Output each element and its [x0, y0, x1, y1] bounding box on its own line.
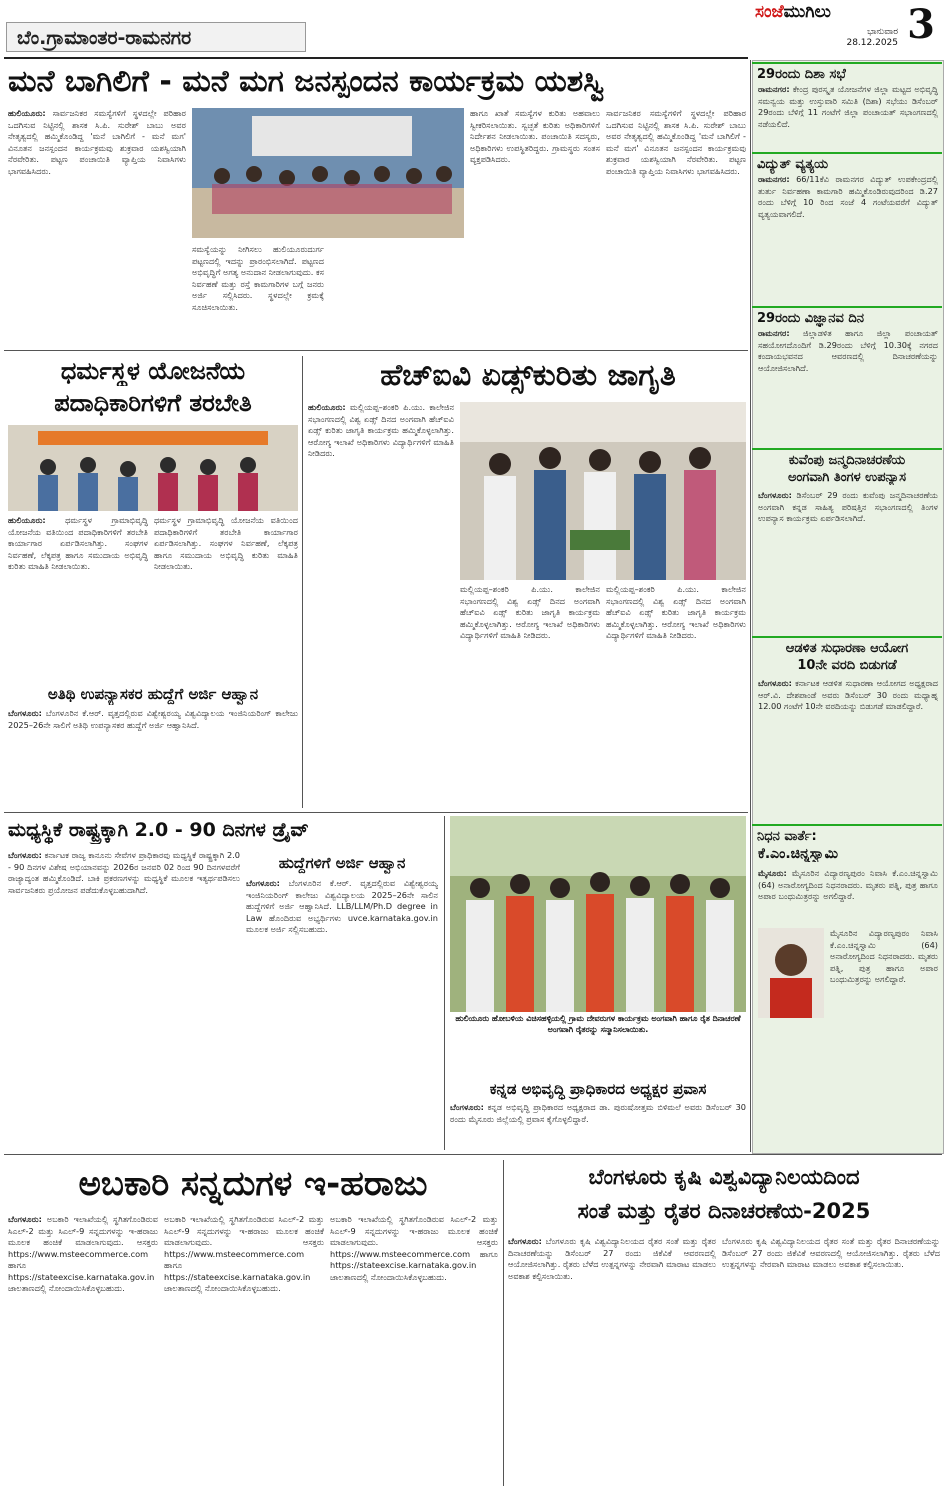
excise-body-col2: ಅಬಕಾರಿ ಇಲಾಖೆಯಲ್ಲಿ ಸ್ಥಗಿತಗೊಂಡಿರುವ ಸಿಎಲ್-2 ಮತ್ತು ಸಿಎಲ್-9 ಸನ್ನದುಗಳನ್ನು ಇ-ಹರಾಜು ಮೂಲಕ ಹಂಚಿಕೆ ಮಾಡಲಾಗುವುದು. ಆಸಕ್ತರು https://www.msteecommerce.com ಹಾಗೂ https://stateexcise.karnataka.gov.in ಜಾಲತಾಣದಲ್ಲಿ ನೋಂದಾಯಿಸಿಕೊಳ್ಳಬಹುದು.: [164, 1214, 324, 1293]
hiv-photo: [460, 402, 746, 580]
issue-date: 28.12.2025: [846, 38, 898, 48]
dharmasthala-photo-image: [8, 425, 298, 511]
legal-drive-body: ಬೆಂಗಳೂರು: ಕರ್ನಾಟಕ ರಾಜ್ಯ ಕಾನೂನು ಸೇವೆಗಳ ಪ್ರಾಧಿಕಾರವು ಮಧ್ಯಸ್ಥಿಕೆ ರಾಷ್ಟ್ರಕ್ಕಾಗಿ 2.0 - 90 ದಿನಗಳ ವಿಶೇಷ ಅಭಿಯಾನವನ್ನು 2026ರ ಜನವರಿ 02 ರಿಂದ 90 ದಿನಗಳವರೆಗೆ ರಾಜ್ಯಾದ್ಯಂತ ಹಮ್ಮಿಕೊಂಡಿದೆ. ಬಾಕಿ ಪ್ರಕರಣಗಳನ್ನು ಮಧ್ಯಸ್ಥಿಕೆ ಮೂಲಕ ಇತ್ಯರ್ಥಪಡಿಸಲು ಸಾರ್ವಜನಿಕರು ಪ್ರಯೋಜನ ಪಡೆದುಕೊಳ್ಳಬಹುದಾಗಿದೆ.: [8, 850, 240, 895]
section-tag: ಬೆಂ.ಗ್ರಾಮಾಂತರ-ರಾಮನಗರ: [6, 22, 306, 52]
lead-body-col2: ಸಮಸ್ಯೆಯನ್ನು ನೀಗಿಸಲು ಹುಲಿಯೂರುದುರ್ಗ ಪಟ್ಟಣದಲ್ಲಿ ಇದನ್ನು ಪ್ರಾರಂಭಿಸಲಾಗಿದೆ. ಪಟ್ಟಣದ ಅಭಿವೃದ್ಧಿಗೆ ಅಗತ್ಯ ಅನುದಾನ ನೀಡಲಾಗುವುದು. ಕಸ ನಿರ್ವಹಣೆ ಮತ್ತು ರಸ್ತೆ ಕಾಮಗಾರಿಗಳ ಬಗ್ಗೆ ಜನರು ಅರ್ಜಿ ಸಲ್ಲಿಸಿದರು. ಸ್ಥಳದಲ್ಲೇ ಕ್ರಮಕ್ಕೆ ಸೂಚಿಸಲಾಯಿತು.: [192, 244, 324, 312]
guest-lecturer-headline: ಅತಿಥಿ ಉಪನ್ಯಾಸಕರ ಹುದ್ದೆಗೆ ಅರ್ಜಿ ಆಹ್ವಾನ: [47, 685, 259, 703]
obit-body-cont: ಮೈಸೂರಿನ ವಿದ್ಯಾರಣ್ಯಪುರಂ ನಿವಾಸಿ ಕೆ.ಎಂ.ಚಿನ್ನಸ್ವಾಮಿ (64) ಅನಾರೋಗ್ಯದಿಂದ ನಿಧನರಾದರು. ಮೃತರು ಪತ್ನಿ, ಪುತ್ರ ಹಾಗೂ ಅಪಾರ ಬಂಧುಮಿತ್ರರನ್ನು ಅಗಲಿದ್ದಾರೆ.: [830, 928, 938, 984]
sidebar-item2-headline: ವಿದ್ಯುತ್ ವ್ಯತ್ಯಯ: [752, 152, 942, 175]
excise-body-col3: ಅಬಕಾರಿ ಇಲಾಖೆಯಲ್ಲಿ ಸ್ಥಗಿತಗೊಂಡಿರುವ ಸಿಎಲ್-2 ಮತ್ತು ಸಿಎಲ್-9 ಸನ್ನದುಗಳನ್ನು ಇ-ಹರಾಜು ಮೂಲಕ ಹಂಚಿಕೆ ಮಾಡಲಾಗುವುದು. ಆಸಕ್ತರು https://www.msteecommerce.com ಹಾಗೂ https://stateexcise.karnataka.gov.in ಜಾಲತಾಣದಲ್ಲಿ ನೋಂದಾಯಿಸಿಕೊಳ್ಳಬಹುದು.: [330, 1214, 498, 1282]
header-rule: [4, 57, 748, 59]
hiv-body-col2: ಮಲ್ಲಿಯಪ್ಪ–ಶಂಕರಿ ಪಿ.ಯು. ಕಾಲೇಜಿನ ಸಭಾಂಗಣದಲ್ಲಿ ವಿಶ್ವ ಏಡ್ಸ್ ದಿನದ ಅಂಗವಾಗಿ ಹೆಚ್‌ಐವಿ ಏಡ್ಸ್ ಕುರಿತು ಜಾಗೃತಿ ಕಾರ್ಯಕ್ರಮ ಹಮ್ಮಿಕೊಳ್ಳಲಾಗಿತ್ತು. ಆರೋಗ್ಯ ಇಲಾಖೆ ಅಧಿಕಾರಿಗಳು ವಿದ್ಯಾರ್ಥಿಗಳಿಗೆ ಮಾಹಿತಿ ನೀಡಿದರು.: [460, 584, 600, 640]
issue-day: ಭಾನುವಾರ: [867, 27, 898, 37]
kannada-authority-body: ಬೆಂಗಳೂರು: ಕನ್ನಡ ಅಭಿವೃದ್ಧಿ ಪ್ರಾಧಿಕಾರದ ಅಧ್ಯಕ್ಷರಾದ ಡಾ. ಪುರುಷೋತ್ತಮ ಬಿಳಿಮಲೆ ಅವರು ಡಿಸೆಂಬರ್ 30 ರಂದು ಮೈಸೂರು ಜಿಲ್ಲೆಯಲ್ಲಿ ಪ್ರವಾಸ ಕೈಗೊಳ್ಳಲಿದ್ದಾರೆ.: [450, 1102, 746, 1124]
agri-headline-line1: ಬೆಂಗಳೂರು ಕೃಷಿ ವಿಶ್ವವಿದ್ಯಾನಿಲಯದಿಂದ: [588, 1165, 860, 1189]
lead-dateline: ಹುಲಿಯೂರು:: [8, 108, 46, 118]
lead-body-col4: ಸಾರ್ವಜನಿಕರ ಸಮಸ್ಯೆಗಳಿಗೆ ಸ್ಥಳದಲ್ಲೇ ಪರಿಹಾರ ಒದಗಿಸುವ ನಿಟ್ಟಿನಲ್ಲಿ ಶಾಸಕ ಸಿ.ಪಿ. ಸುರೇಶ್ ಬಾಬು ಅವರ ನೇತೃತ್ವದಲ್ಲಿ ಹಮ್ಮಿಕೊಂಡಿದ್ದ 'ಮನೆ ಬಾಗಿಲಿಗೆ - ಮನೆ ಮಗ' ವಿನೂತನ ಜನಸ್ಪಂದನ ಕಾರ್ಯಕ್ರಮವು ಶುಕ್ರವಾರ ಯಶಸ್ವಿಯಾಗಿ ನೆರವೇರಿತು. ಪಟ್ಟಣ ಪಂಚಾಯಿತಿ ವ್ಯಾಪ್ತಿಯ ನಿವಾಸಿಗಳು ಭಾಗವಹಿಸಿದರು.: [606, 108, 746, 176]
obit-photo-image: [758, 928, 824, 1018]
divider: [503, 1160, 504, 1486]
lead-headline: ಮನೆ ಬಾಗಿಲಿಗೆ - ಮನೆ ಮಗ ಜನಸ್ಪಂದನ ಕಾರ್ಯಕ್ರಮ ಯಶಸ್ವಿ: [8, 64, 605, 99]
obit-name: ಕೆ.ಎಂ.ಚಿನ್ನಸ್ವಾಮಿ: [758, 846, 839, 862]
sidebar-item5-headline-line2: 10ನೇ ವರದಿ ಬಿಡುಗಡೆ: [797, 658, 897, 673]
obit-label: ನಿಧನ ವಾರ್ತೆ:: [752, 824, 942, 847]
law-posts-headline: ಹುದ್ದೆಗಳಿಗೆ ಅರ್ಜಿ ಆಹ್ವಾನ: [278, 854, 406, 872]
lead-body-col3: ಹಾಗೂ ಖಾತೆ ಸಮಸ್ಯೆಗಳ ಕುರಿತು ಅಹವಾಲು ಸ್ವೀಕರಿಸಲಾಯಿತು. ಸ್ವಚ್ಛತೆ ಕುರಿತು ಅಧಿಕಾರಿಗಳಿಗೆ ನಿರ್ದೇಶನ ನೀಡಲಾಯಿತು. ಪಂಚಾಯಿತಿ ಸದಸ್ಯರು, ಅಧಿಕಾರಿಗಳು ಉಪಸ್ಥಿತರಿದ್ದರು. ಗ್ರಾಮಸ್ಥರು ಸಂತಸ ವ್ಯಕ್ತಪಡಿಸಿದರು.: [470, 108, 600, 164]
hiv-body-col1: ಹುಲಿಯೂರು: ಮಲ್ಲಿಯಪ್ಪ–ಶಂಕರಿ ಪಿ.ಯು. ಕಾಲೇಜಿನ ಸಭಾಂಗಣದಲ್ಲಿ ವಿಶ್ವ ಏಡ್ಸ್ ದಿನದ ಅಂಗವಾಗಿ ಹೆಚ್‌ಐವಿ ಏಡ್ಸ್ ಕುರಿತು ಜಾಗೃತಿ ಕಾರ್ಯಕ್ರಮ ಹಮ್ಮಿಕೊಳ್ಳಲಾಗಿತ್ತು. ಆರೋಗ್ಯ ಇಲಾಖೆ ಅಧಿಕಾರಿಗಳು ವಿದ್ಯಾರ್ಥಿಗಳಿಗೆ ಮಾಹಿತಿ ನೀಡಿದರು.: [308, 402, 454, 458]
sidebar-item1-body: ರಾಮನಗರ: ಕೇಂದ್ರ ಪುರಸ್ಕೃತ ಯೋಜನೆಗಳ ಜಿಲ್ಲಾ ಮಟ್ಟದ ಅಭಿವೃದ್ಧಿ ಸಮನ್ವಯ ಮತ್ತು ಉಸ್ತುವಾರಿ ಸಮಿತಿ (ದಿಶಾ) ಸಭೆಯು ಡಿಸೆಂಬರ್ 29ರಂದು ಬೆಳಿಗ್ಗೆ 11 ಗಂಟೆಗೆ ಜಿಲ್ಲಾ ಪಂಚಾಯತ್ ಸಭಾಂಗಣದಲ್ಲಿ ನಡೆಯಲಿದೆ.: [758, 84, 938, 129]
obit-body: ಮೈಸೂರು: ಮೈಸೂರಿನ ವಿದ್ಯಾರಣ್ಯಪುರಂ ನಿವಾಸಿ ಕೆ.ಎಂ.ಚಿನ್ನಸ್ವಾಮಿ (64) ಅನಾರೋಗ್ಯದಿಂದ ನಿಧನರಾದರು. ಮೃತರು ಪತ್ನಿ, ಪುತ್ರ ಹಾಗೂ ಅಪಾರ ಬಂಧುಮಿತ್ರರನ್ನು ಅಗಲಿದ್ದಾರೆ.: [758, 868, 938, 901]
issue-meta: [792, 27, 898, 49]
farmers-photo: [450, 816, 746, 1012]
lead-photo-image: [192, 108, 464, 238]
sidebar-item3-headline: 29ರಂದು ವಿಜ್ಞಾನವ ದಿನ: [752, 306, 942, 329]
page-number: 3: [907, 1, 935, 48]
agri-headline-line2: ಸಂತೆ ಮತ್ತು ರೈತರ ದಿನಾಚರಣೆಯ-2025: [577, 1199, 871, 1223]
masthead: [755, 2, 905, 24]
dharmasthala-headline-line2: ಪದಾಧಿಕಾರಿಗಳಿಗೆ ತರಬೇತಿ: [54, 389, 252, 417]
divider: [302, 356, 303, 808]
divider: [750, 60, 751, 1152]
divider: [444, 816, 445, 1150]
hiv-headline: ಹೆಚ್‌ಐವಿ ಏಡ್ಸ್‌ಕುರಿತು ಜಾಗೃತಿ: [380, 358, 676, 393]
hiv-body-col3: ಮಲ್ಲಿಯಪ್ಪ–ಶಂಕರಿ ಪಿ.ಯು. ಕಾಲೇಜಿನ ಸಭಾಂಗಣದಲ್ಲಿ ವಿಶ್ವ ಏಡ್ಸ್ ದಿನದ ಅಂಗವಾಗಿ ಹೆಚ್‌ಐವಿ ಏಡ್ಸ್ ಕುರಿತು ಜಾಗೃತಿ ಕಾರ್ಯಕ್ರಮ ಹಮ್ಮಿಕೊಳ್ಳಲಾಗಿತ್ತು. ಆರೋಗ್ಯ ಇಲಾಖೆ ಅಧಿಕಾರಿಗಳು ವಿದ್ಯಾರ್ಥಿಗಳಿಗೆ ಮಾಹಿತಿ ನೀಡಿದರು.: [606, 584, 746, 640]
dharmasthala-headline-line1: ಧರ್ಮಸ್ಥಳ ಯೋಜನೆಯ: [60, 357, 246, 385]
sidebar-item2-body: ರಾಮನಗರ: 66/11ಕೆವಿ ರಾಮನಗರ ವಿದ್ಯುತ್ ಉಪಕೇಂದ್ರದಲ್ಲಿ ತುರ್ತು ನಿರ್ವಹಣಾ ಕಾಮಗಾರಿ ಹಮ್ಮಿಕೊಂಡಿರುವುದರಿಂದ ಡಿ.27 ರಂದು ಬೆಳಿಗ್ಗೆ 10 ರಿಂದ ಸಂಜೆ 4 ಗಂಟೆಯವರೆಗೆ ವಿದ್ಯುತ್ ವ್ಯತ್ಯಯವಾಗಲಿದೆ.: [758, 174, 938, 219]
agri-body-col2: ಬೆಂಗಳೂರು ಕೃಷಿ ವಿಶ್ವವಿದ್ಯಾನಿಲಯದ ರೈತರ ಸಂತೆ ಮತ್ತು ರೈತರ ದಿನಾಚರಣೆಯನ್ನು ಡಿಸೆಂಬರ್ 27 ರಂದು ಜಿಕೆವಿಕೆ ಆವರಣದಲ್ಲಿ ಆಯೋಜಿಸಲಾಗಿತ್ತು. ರೈತರು ಬೆಳೆದ ಉತ್ಪನ್ನಗಳನ್ನು ನೇರವಾಗಿ ಮಾರಾಟ ಮಾಡಲು ಅವಕಾಶ ಕಲ್ಪಿಸಲಾಯಿತು.: [722, 1236, 940, 1269]
excise-body-col1: ಬೆಂಗಳೂರು: ಅಬಕಾರಿ ಇಲಾಖೆಯಲ್ಲಿ ಸ್ಥಗಿತಗೊಂಡಿರುವ ಸಿಎಲ್-2 ಮತ್ತು ಸಿಎಲ್-9 ಸನ್ನದುಗಳನ್ನು ಇ-ಹರಾಜು ಮೂಲಕ ಹಂಚಿಕೆ ಮಾಡಲಾಗುವುದು. ಆಸಕ್ತರು https://www.msteecommerce.com ಹಾಗೂ https://stateexcise.karnataka.gov.in ಜಾಲತಾಣದಲ್ಲಿ ನೋಂದಾಯಿಸಿಕೊಳ್ಳಬಹುದು.: [8, 1214, 158, 1293]
sidebar-item4-headline-line1: ಕುವೆಂಪು ಜನ್ಮದಿನಾಚರಣೆಯ: [752, 448, 942, 471]
sidebar-item4-headline-line2: ಅಂಗವಾಗಿ ತಿಂಗಳ ಉಪನ್ಯಾಸ: [787, 470, 907, 485]
farmers-caption: ಹುಲಿಯೂರು ಹೋಬಳಿಯ ವಿಚಿಸಹಳ್ಳಿಯಲ್ಲಿ ಗ್ರಾಮ ದೇವರುಗಳ ಕಾರ್ಯಕ್ರಮ ಅಂಗವಾಗಿ ಹಾಗೂ ರೈತ ದಿನಾಚರಣೆ ಅಂಗವಾಗಿ ರೈತರನ್ನು ಸನ್ಮಾನಿಸಲಾಯಿತು.: [455, 1014, 741, 1034]
dharmasthala-body-col2: ಧರ್ಮಸ್ಥಳ ಗ್ರಾಮಾಭಿವೃದ್ಧಿ ಯೋಜನೆಯ ವತಿಯಿಂದ ಪದಾಧಿಕಾರಿಗಳಿಗೆ ತರಬೇತಿ ಕಾರ್ಯಾಗಾರ ಏರ್ಪಡಿಸಲಾಗಿತ್ತು. ಸಂಘಗಳ ನಿರ್ವಹಣೆ, ಲೆಕ್ಕಪತ್ರ ಹಾಗೂ ಸಮುದಾಯ ಅಭಿವೃದ್ಧಿ ಕುರಿತು ಮಾಹಿತಿ ನೀಡಲಾಯಿತು.: [154, 515, 298, 571]
sidebar-item3-body: ರಾಮನಗರ: ಜಿಲ್ಲಾಡಳಿತ ಹಾಗೂ ಜಿಲ್ಲಾ ಪಂಚಾಯತ್ ಸಹಯೋಗದೊಂದಿಗೆ ಡಿ.29ರಂದು ಬೆಳಿಗ್ಗೆ 10.30ಕ್ಕೆ ನಗರದ ಕಂದಾಯಭವನದ ಆವರಣದಲ್ಲಿ ದಿನಾಚರಣೆಯನ್ನು ಆಯೋಜಿಸಲಾಗಿದೆ.: [758, 328, 938, 373]
divider: [4, 1154, 942, 1155]
guest-lecturer-body: ಬೆಂಗಳೂರು: ಬೆಂಗಳೂರಿನ ಕೆ.ಆರ್. ವೃತ್ತದಲ್ಲಿರುವ ವಿಶ್ವೇಶ್ವರಯ್ಯ ವಿಶ್ವವಿದ್ಯಾಲಯ ಇಂಜಿನಿಯರಿಂಗ್ ಕಾಲೇಜು 2025–26ನೇ ಸಾಲಿಗೆ ಅತಿಥಿ ಉಪನ್ಯಾಸಕರ ಹುದ್ದೆಗೆ ಅರ್ಜಿ ಆಹ್ವಾನಿಸಿದೆ.: [8, 708, 298, 730]
lead-body-col1: ಹುಲಿಯೂರು: ಸಾರ್ವಜನಿಕರ ಸಮಸ್ಯೆಗಳಿಗೆ ಸ್ಥಳದಲ್ಲೇ ಪರಿಹಾರ ಒದಗಿಸುವ ನಿಟ್ಟಿನಲ್ಲಿ ಶಾಸಕ ಸಿ.ಪಿ. ಸುರೇಶ್ ಬಾಬು ಅವರ ನೇತೃತ್ವದಲ್ಲಿ ಹಮ್ಮಿಕೊಂಡಿದ್ದ 'ಮನೆ ಬಾಗಿಲಿಗೆ - ಮನೆ ಮಗ' ವಿನೂತನ ಜನಸ್ಪಂದನ ಕಾರ್ಯಕ್ರಮವು ಶುಕ್ರವಾರ ಯಶಸ್ವಿಯಾಗಿ ನೆರವೇರಿತು. ಪಟ್ಟಣ ಪಂಚಾಯಿತಿ ವ್ಯಾಪ್ತಿಯ ನಿವಾಸಿಗಳು ಭಾಗವಹಿಸಿದರು.: [8, 108, 186, 176]
law-posts-body: ಬೆಂಗಳೂರು: ಬೆಂಗಳೂರಿನ ಕೆ.ಆರ್. ವೃತ್ತದಲ್ಲಿರುವ ವಿಶ್ವೇಶ್ವರಯ್ಯ ಇಂಜಿನಿಯರಿಂಗ್ ಕಾಲೇಜು ವಿಶ್ವವಿದ್ಯಾಲಯ 2025–26ನೇ ಸಾಲಿನ ಹುದ್ದೆಗಳಿಗೆ ಅರ್ಜಿ ಆಹ್ವಾನಿಸಿದೆ. LLB/LLM/Ph.D degree in Law ಹೊಂದಿರುವ ಅಭ್ಯರ್ಥಿಗಳು uvce.karnataka.gov.in ಮೂಲಕ ಅರ್ಜಿ ಸಲ್ಲಿಸಬಹುದು.: [246, 878, 438, 934]
lead-photo: [192, 108, 464, 238]
dharmasthala-photo: [8, 425, 298, 511]
sidebar-item1-headline: 29ರಂದು ದಿಶಾ ಸಭೆ: [752, 62, 942, 85]
paper-name: ಸಂಜೆಮುಗಿಲು: [755, 2, 831, 22]
farmers-photo-image: [450, 816, 746, 1012]
obit-photo: [758, 928, 824, 1018]
divider: [4, 812, 748, 813]
sidebar-item5-headline-line1: ಆಡಳಿತ ಸುಧಾರಣಾ ಆಯೋಗ: [752, 636, 942, 659]
excise-headline: ಅಬಕಾರಿ ಸನ್ನದುಗಳ ಇ-ಹರಾಜು: [78, 1164, 428, 1204]
legal-drive-headline: ಮಧ್ಯಸ್ಥಿಕೆ ರಾಷ್ಟ್ರಕ್ಕಾಗಿ 2.0 - 90 ದಿನಗಳ ಡ್ರೈವ್: [8, 819, 309, 841]
divider: [4, 350, 748, 351]
dharmasthala-body-col1: ಹುಲಿಯೂರು: ಧರ್ಮಸ್ಥಳ ಗ್ರಾಮಾಭಿವೃದ್ಧಿ ಯೋಜನೆಯ ವತಿಯಿಂದ ಪದಾಧಿಕಾರಿಗಳಿಗೆ ತರಬೇತಿ ಕಾರ್ಯಾಗಾರ ಏರ್ಪಡಿಸಲಾಗಿತ್ತು. ಸಂಘಗಳ ನಿರ್ವಹಣೆ, ಲೆಕ್ಕಪತ್ರ ಹಾಗೂ ಸಮುದಾಯ ಅಭಿವೃದ್ಧಿ ಕುರಿತು ಮಾಹಿತಿ ನೀಡಲಾಯಿತು.: [8, 515, 148, 571]
kannada-authority-headline: ಕನ್ನಡ ಅಭಿವೃದ್ಧಿ ಪ್ರಾಧಿಕಾರದ ಅಧ್ಯಕ್ಷರ ಪ್ರವಾಸ: [489, 1080, 707, 1098]
agri-body-col1: ಬೆಂಗಳೂರು: ಬೆಂಗಳೂರು ಕೃಷಿ ವಿಶ್ವವಿದ್ಯಾನಿಲಯದ ರೈತರ ಸಂತೆ ಮತ್ತು ರೈತರ ದಿನಾಚರಣೆಯನ್ನು ಡಿಸೆಂಬರ್ 27 ರಂದು ಜಿಕೆವಿಕೆ ಆವರಣದಲ್ಲಿ ಆಯೋಜಿಸಲಾಗಿತ್ತು. ರೈತರು ಬೆಳೆದ ಉತ್ಪನ್ನಗಳನ್ನು ನೇರವಾಗಿ ಮಾರಾಟ ಮಾಡಲು ಅವಕಾಶ ಕಲ್ಪಿಸಲಾಯಿತು.: [508, 1236, 716, 1281]
sidebar-item5-body: ಬೆಂಗಳೂರು: ಕರ್ನಾಟಕ ಆಡಳಿತ ಸುಧಾರಣಾ ಆಯೋಗದ ಅಧ್ಯಕ್ಷರಾದ ಆರ್.ವಿ. ದೇಶಪಾಂಡೆ ಅವರು ಡಿಸೆಂಬರ್ 30 ರಂದು ಮಧ್ಯಾಹ್ನ 12.00 ಗಂಟೆಗೆ 10ನೇ ವರದಿಯನ್ನು ಬಿಡುಗಡೆ ಮಾಡಲಿದ್ದಾರೆ.: [758, 678, 938, 711]
sidebar-item4-body: ಬೆಂಗಳೂರು: ಡಿಸೆಂಬರ್ 29 ರಂದು ಕುವೆಂಪು ಜನ್ಮದಿನಾಚರಣೆಯ ಅಂಗವಾಗಿ ಕನ್ನಡ ಸಾಹಿತ್ಯ ಪರಿಷತ್ತಿನ ಸಭಾಂಗಣದಲ್ಲಿ ತಿಂಗಳ ಉಪನ್ಯಾಸ ಕಾರ್ಯಕ್ರಮ ಏರ್ಪಡಿಸಲಾಗಿದೆ.: [758, 490, 938, 523]
hiv-photo-image: [460, 402, 746, 580]
